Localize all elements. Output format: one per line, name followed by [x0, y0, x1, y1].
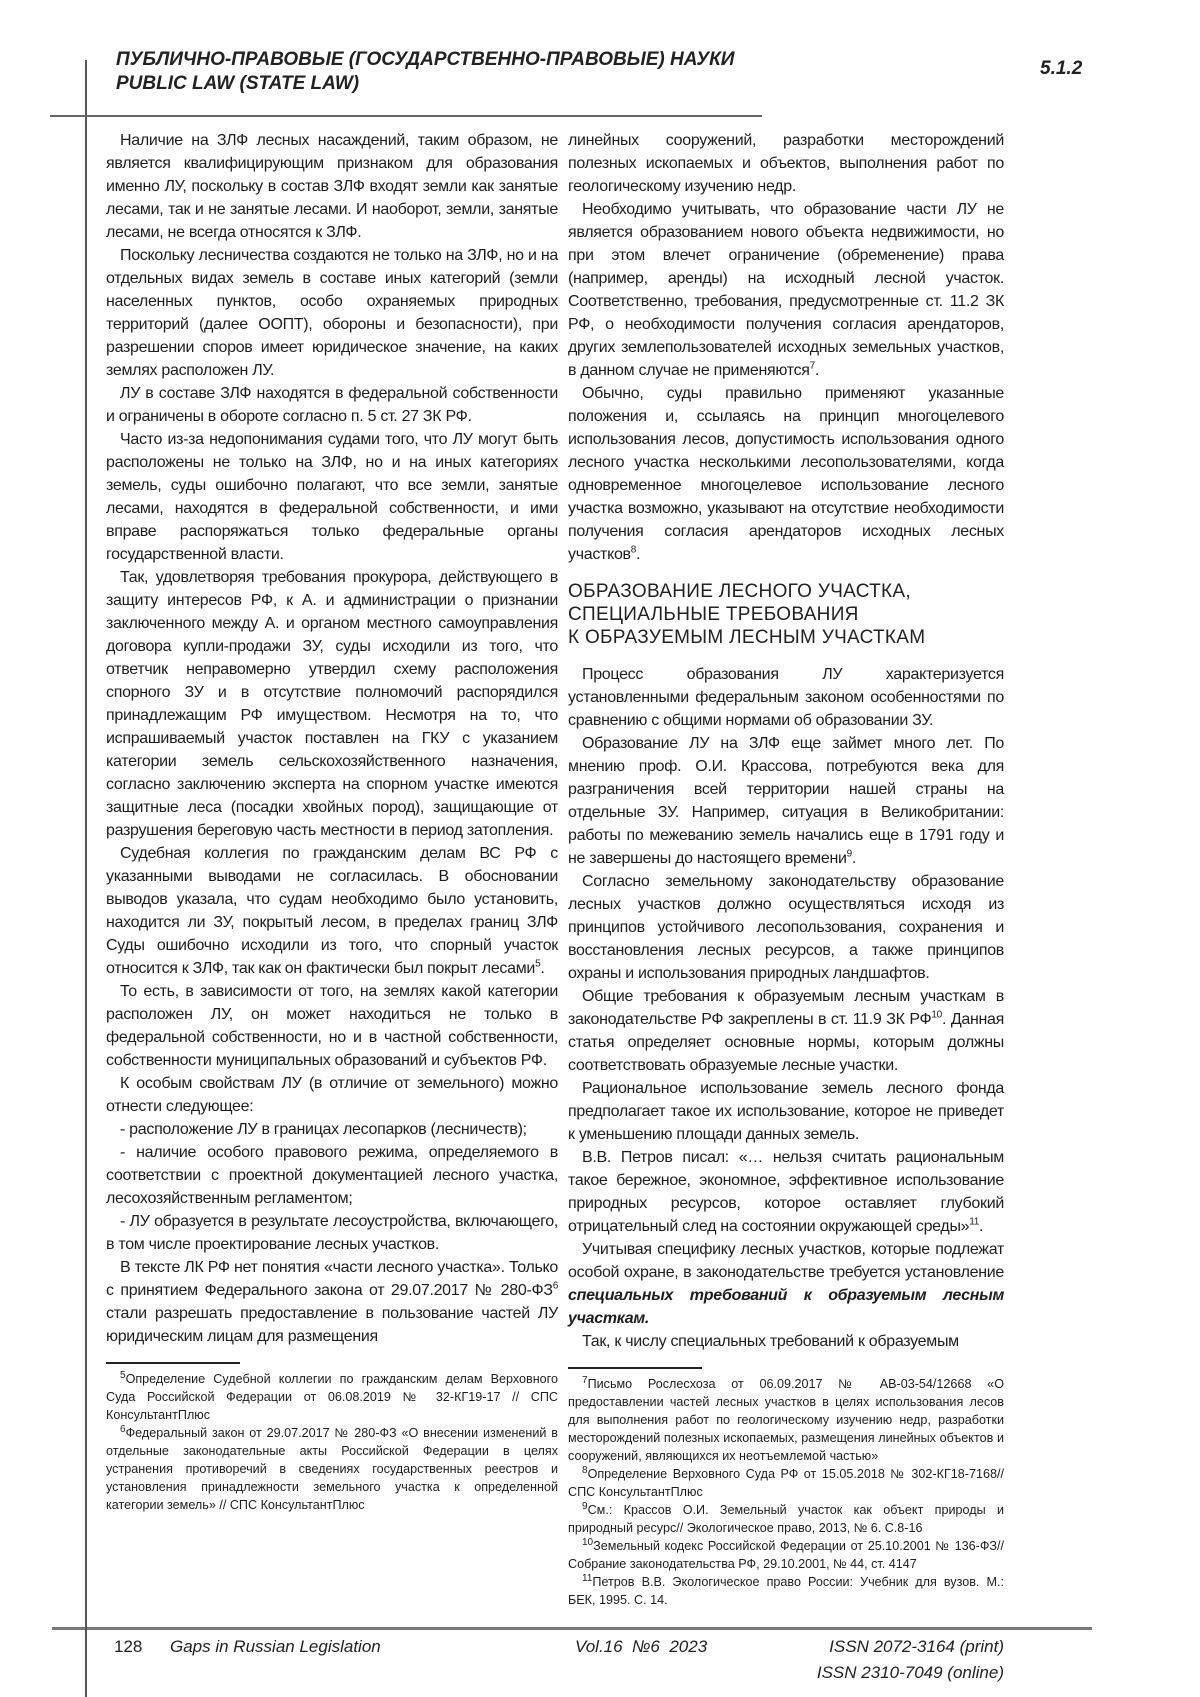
footnote-number: 7: [582, 1374, 588, 1386]
footnote-number: 9: [582, 1500, 588, 1512]
paragraph: Согласно земельному законодательству образование лесных участков должно осуществляться исходя из принципов устойчивого лесопользования, сохранения и восстановления лесных ресурсов, а также принципов охраны и использования природных ландшафтов.: [568, 873, 1004, 982]
paragraph: ЛУ в составе ЗЛФ находятся в федеральной собственности и ограничены в обороте согласно п. 5 ст. 27 ЗК РФ.: [106, 385, 558, 425]
footnote-ref[interactable]: 5: [535, 958, 541, 970]
paragraph-text: стали разрешать предоставление в пользование частей ЛУ юридическим лицам для размещения: [106, 1305, 558, 1345]
heading-line: СПЕЦИАЛЬНЫЕ ТРЕБОВАНИЯ: [568, 604, 859, 625]
section-heading: [568, 580, 1004, 649]
footnote-text: Петров В.В. Экологическое право России: Учебник для вузов. М.: БЕК, 1995. С. 14.: [568, 1575, 1004, 1607]
paragraph-text: .: [851, 850, 857, 867]
emphasis-text: специальных требований к образуемым лесным участкам.: [568, 1287, 1004, 1327]
paragraph: [568, 198, 1004, 382]
heading-line: ОБРАЗОВАНИЕ ЛЕСНОГО УЧАСТКА,: [568, 581, 911, 602]
paragraph: Наличие на ЗЛФ лесных насаждений, таким образом, не является квалифицирующим признаком для образования именно ЛУ, поскольку в состав ЗЛФ входят земли как занятые лесами, так и не занятые лесами. И наоборот, земли, занятые лесами, не всегда относятся к ЗЛФ.: [106, 132, 558, 241]
list-item: - ЛУ образуется в результате лесоустройства, включающего, в том числе проектирование лесных участков.: [106, 1213, 558, 1253]
paragraph: То есть, в зависимости от того, на землях какой категории расположен ЛУ, он может находиться не только в федеральной собственности, но и в частной собственности, собственности муниципальных образований и субъектов РФ.: [106, 983, 558, 1069]
footnote: [106, 1424, 558, 1514]
paragraph: [106, 1256, 558, 1348]
header-specialty-code: 5.1.2: [1040, 58, 1083, 79]
paragraph-text: Учитывая специфику лесных участков, которые подлежат особой охране, в законодательстве требуется установление: [568, 1241, 1004, 1281]
paragraph-text: В тексте ЛК РФ нет понятия «части лесного участка». Только с принятием Федерального закона от 29.07.2017 № 280-ФЗ: [106, 1259, 558, 1299]
paragraph: К особым свойствам ЛУ (в отличие от земельного) можно отнести следующее:: [106, 1075, 558, 1115]
paragraph: [106, 842, 558, 980]
footnotes-left: [106, 1362, 558, 1514]
footnote-text: Определение Верховного Суда РФ от 15.05.2018 № 302-КГ18-7168// СПС КонсультантПлюс: [568, 1467, 1004, 1499]
paragraph-text: Необходимо учитывать, что образование части ЛУ не является образованием нового объекта недвижимости, но при этом влечет ограничение (обременение) права (например, аренды) на исходный лесной участок. Соответственно, требования, предусмотренные ст. 11.2 ЗК РФ, о необходимости получения согласия арендаторов, других землепользователей исходных земельных участков, в данном случае не применяются: [568, 201, 1004, 379]
paragraph: Процесс образования ЛУ характеризуется установленными федеральным законом особенностями по сравнению с общими нормами об образовании ЗУ.: [568, 666, 1004, 729]
paragraph: линейных сооружений, разработки месторождений полезных ископаемых и объектов, выполнения работ по геологическому изучению недр.: [568, 132, 1004, 195]
paragraph: Так, удовлетворяя требования прокурора, действующего в защиту интересов РФ, к А. и администрации о признании заключенного между А. и органом местного самоуправления договора купли-продажи ЗУ, суды исходили из того, что ответчик неправомерно утвердил схему расположения спорного ЗУ и в отсутствие полномочий распорядился принадлежащим РФ имуществом. Несмотря на то, что испрашиваемый участок поставлен на ГКУ с указанием категории земель сельскохозяйственного назначения, согласно заключению эксперта на спорном участке имеются защитные леса (посадки хвойных пород), защищающие от разрушения береговую часть местности в период затопления.: [106, 569, 558, 839]
footnote-text: Земельный кодекс Российской Федерации от 25.10.2001 № 136-ФЗ// Собрание законодательства РФ, 29.10.2001, № 44, ст. 4147: [568, 1539, 1004, 1571]
header-section-ru: ПУБЛИЧНО-ПРАВОВЫЕ (ГОСУДАРСТВЕННО-ПРАВОВЫЕ) НАУКИ: [116, 49, 735, 70]
issue-info: Vol.16 №6 2023: [575, 1637, 708, 1656]
footnote: [106, 1370, 558, 1424]
paragraph-text: .: [979, 1218, 984, 1235]
paragraph: Часто из-за недопонимания судами того, что ЛУ могут быть расположены не только на ЗЛФ, но и на иных категориях земель, суды ошибочно полагают, что все земли, занятые лесами, находятся в федеральной собственности, и ими вправе распоряжаться только федеральные органы государственной власти.: [106, 431, 558, 563]
footnote: [568, 1573, 1004, 1609]
heading-line: К ОБРАЗУЕМЫМ ЛЕСНЫМ УЧАСТКАМ: [568, 627, 926, 648]
footnote-ref[interactable]: 6: [552, 1280, 558, 1292]
footnote-ref[interactable]: 7: [809, 360, 815, 372]
paragraph: [568, 382, 1004, 566]
footnotes-right: [568, 1367, 1004, 1609]
paragraph-text: Общие требования к образуемым лесным участкам в законодательстве РФ закреплены в ст. 11.9 ЗК РФ: [568, 988, 1004, 1028]
paragraph-text: .: [814, 362, 820, 379]
issn-online: ISSN 2310-7049 (online): [816, 1663, 1004, 1682]
page-footer: [114, 1636, 1004, 1696]
margin-vertical-rule: [85, 60, 87, 1697]
paragraph-text: Судебная коллегия по гражданским делам ВС РФ с указанными выводами не согласилась. В обосновании выводов указала, что судам необходимо было установить, находится ли ЗУ, покрытый лесом, в пределах границ ЗЛФ Суды ошибочно исходили из того, что спорный участок относится к ЗЛФ, так как он фактически был покрыт лесами: [106, 845, 558, 977]
header-section-en: PUBLIC LAW (STATE LAW): [116, 73, 360, 94]
footnote-ref[interactable]: 8: [630, 544, 637, 556]
issn-print: ISSN 2072-3164 (print): [829, 1637, 1004, 1656]
footnote-number: 10: [582, 1536, 594, 1548]
paragraph-text: Образование ЛУ на ЗЛФ еще займет много лет. По мнению проф. О.И. Крассова, потребуются века для разграничения всей территории нашей страны на отдельные ЗУ. Например, ситуация в Великобритании: работы по межеванию земель начались еще в 1791 году и не завершены до настоящего времени: [568, 735, 1004, 867]
footnote-ref[interactable]: 9: [846, 848, 852, 860]
footer-rule: [52, 1627, 1092, 1630]
paragraph: [568, 1238, 1004, 1330]
paragraph: Так, к числу специальных требований к образуемым: [582, 1333, 959, 1350]
paragraph-text: .: [540, 960, 545, 977]
paragraph: Поскольку лесничества создаются не только на ЗЛФ, но и на отдельных видах земель в составе иных категорий (земли населенных пунктов, особо охраняемых природных территорий (далее ООПТ), обороны и безопасности), при разрешении споров имеет юридическое значение, на каких землях расположен ЛУ.: [106, 247, 558, 379]
footnote: [568, 1375, 1004, 1465]
left-column-wrapper: [106, 129, 558, 1514]
footnote-text: См.: Крассов О.И. Земельный участок как объект природы и природный ресурс// Экологическое право, 2013, № 6. С.8-16: [568, 1503, 1004, 1535]
footnote-number: 8: [582, 1464, 588, 1476]
footnote-number: 6: [120, 1423, 126, 1435]
paragraph: [568, 732, 1004, 870]
footnote-ref[interactable]: 10: [931, 1009, 942, 1021]
paragraph-text: .: [636, 546, 641, 563]
footnote-number: 11: [582, 1572, 593, 1584]
page-number: 128: [114, 1637, 143, 1656]
footnote-number: 5: [120, 1369, 126, 1381]
paragraph: [568, 1146, 1004, 1238]
running-header: [116, 48, 734, 96]
paragraph: [568, 985, 1004, 1077]
list-item: - наличие особого правового режима, определяемого в соответствии с проектной документацией лесного участка, лесохозяйственным регламентом;: [106, 1144, 558, 1207]
list-item: - расположение ЛУ в границах лесопарков (лесничеств);: [120, 1121, 527, 1138]
paragraph-text: . Данная статья определяет основные нормы, которым должны соответствовать образуемые лесные участки.: [568, 1011, 1004, 1074]
footnote-separator: [106, 1362, 240, 1364]
right-column-wrapper: [568, 129, 1004, 1609]
journal-name: Gaps in Russian Legislation: [170, 1637, 381, 1656]
right-column: [568, 129, 1004, 1353]
footnote-separator: [568, 1367, 702, 1369]
footnote: [568, 1537, 1004, 1573]
footnote-text: Письмо Рослесхоза от 06.09.2017 № АВ-03-54/12668 «О предоставлении частей лесных участков в целях использования лесов для выполнения работ по геологическому изучению недр, разработки месторождений полезных ископаемых, размещения линейных объектов и сооружений, являющихся их неотъемлемой частью»: [568, 1377, 1004, 1463]
footnote-ref[interactable]: 11: [969, 1216, 980, 1228]
columns: [106, 0, 1004, 1609]
paragraph-text: Обычно, суды правильно применяют указанные положения и, ссылаясь на принцип многоцелевого использования лесов, допустимость использования одного лесного участка несколькими лесопользователями, когда одновременное многоцелевое использование лесного участка возможно, указывают на отсутствие необходимости получения согласия арендаторов исходных лесных участков: [568, 385, 1004, 563]
footnote-text: Определение Судебной коллегии по гражданским делам Верховного Суда Российской Федерации от 06.08.2019 № 32-КГ19-17 // СПС КонсультантПлюс: [106, 1372, 558, 1422]
footnote: [568, 1501, 1004, 1537]
paragraph-text: В.В. Петров писал: «… нельзя считать рациональным такое бережное, экономное, эффективное использование природных ресурсов, которое оставляет глубокий отрицательный след на состоянии окружающей среды»: [568, 1149, 1004, 1235]
left-column: [106, 129, 558, 1348]
footnote-text: Федеральный закон от 29.07.2017 № 280-ФЗ «О внесении изменений в отдельные законодательные акты Российской Федерации в целях устранения противоречий в сведениях государственных реестров и установления принадлежности земельного участка к определенной категории земель» // СПС КонсультантПлюс: [106, 1426, 558, 1512]
header-rule: [50, 115, 762, 117]
footnote: [568, 1465, 1004, 1501]
paragraph: Рациональное использование земель лесного фонда предполагает такое их использование, которое не приведет к уменьшению площади данных земель.: [568, 1080, 1004, 1143]
